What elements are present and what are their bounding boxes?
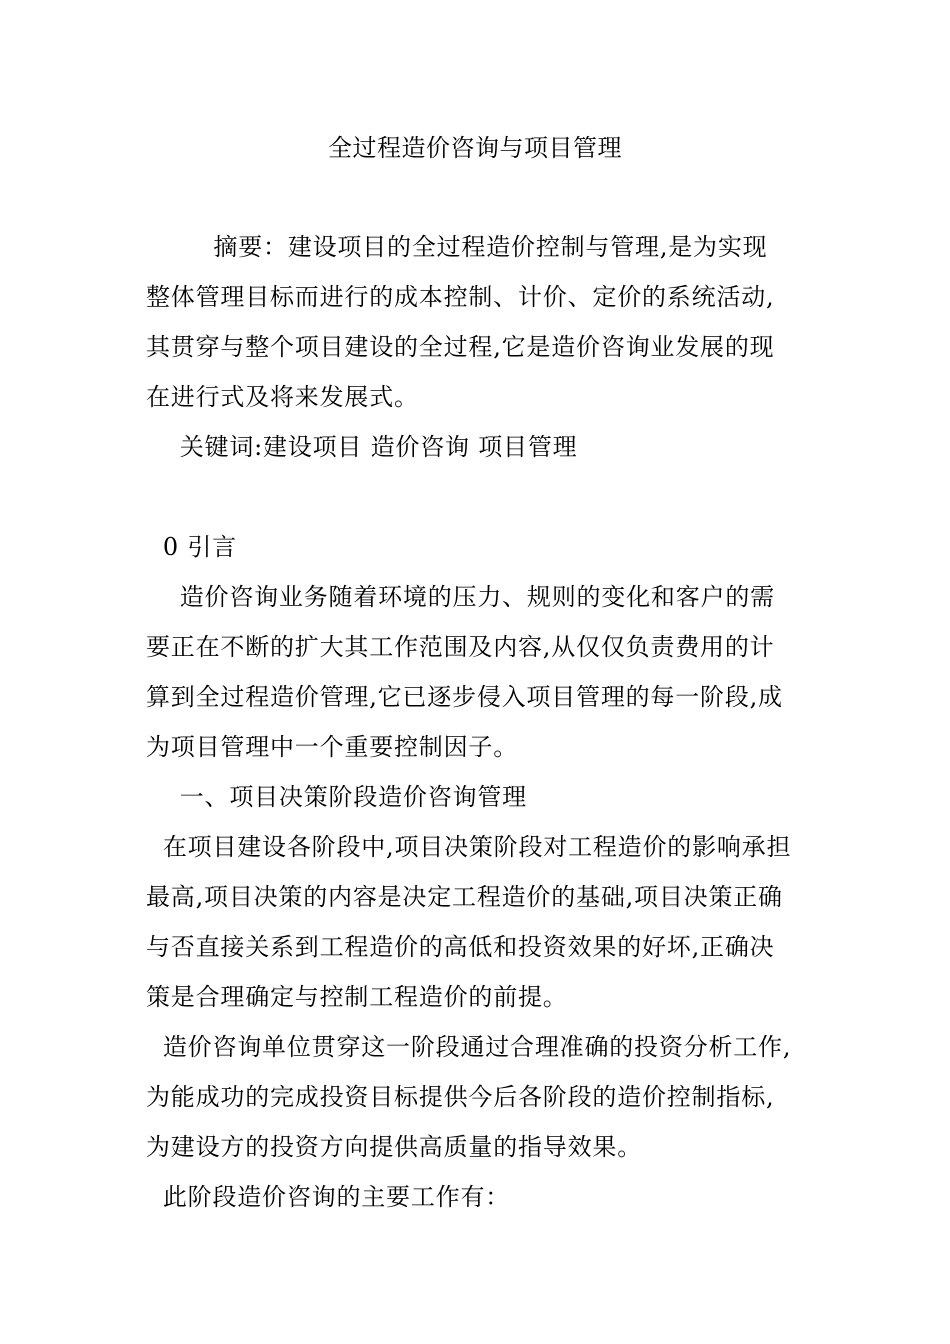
section1-p2-line: 造价咨询单位贯穿这一阶段通过合理准确的投资分析工作, xyxy=(146,1033,792,1061)
intro-line: 为项目管理中一个重要控制因子。 xyxy=(146,733,518,761)
section1-p1-line: 在项目建设各阶段中,项目决策阶段对工程造价的影响承担 xyxy=(146,833,792,861)
abstract-line: 摘要：建设项目的全过程造价控制与管理,是为实现 xyxy=(146,233,768,261)
intro-paragraph xyxy=(146,572,806,772)
section1-p1-line: 策是合理确定与控制工程造价的前提。 xyxy=(146,983,568,1011)
keywords-text: 关键词:建设项目 造价咨询 项目管理 xyxy=(146,433,578,461)
section1-p3-line: 此阶段造价咨询的主要工作有： xyxy=(146,1183,511,1211)
abstract-paragraph xyxy=(146,222,806,422)
abstract-line: 其贯穿与整个项目建设的全过程,它是造价咨询业发展的现 xyxy=(146,333,775,361)
keywords-line xyxy=(146,422,806,472)
intro-line: 要正在不断的扩大其工作范围及内容,从仅仅负责费用的计 xyxy=(146,633,775,661)
intro-heading-text: 0 引言 xyxy=(146,533,237,561)
section1-paragraph-3 xyxy=(146,1172,806,1222)
document-title: 全过程造价咨询与项目管理 xyxy=(328,134,622,162)
intro-heading xyxy=(146,522,806,572)
intro-line: 算到全过程造价管理,它已逐步侵入项目管理的每一阶段,成 xyxy=(146,683,783,711)
section1-heading-text: 一、项目决策阶段造价咨询管理 xyxy=(146,783,527,811)
section1-p2-line: 为建设方的投资方向提供高质量的指导效果。 xyxy=(146,1133,642,1161)
intro-line: 造价咨询业务随着环境的压力、规则的变化和客户的需 xyxy=(146,583,775,611)
section1-paragraph-2 xyxy=(146,1022,806,1172)
abstract-line: 整体管理目标而进行的成本控制、计价、定价的系统活动, xyxy=(146,283,775,311)
section1-paragraph-1 xyxy=(146,822,806,1022)
section1-p2-line: 为能成功的完成投资目标提供今后各阶段的造价控制指标, xyxy=(146,1083,775,1111)
section1-p1-line: 与否直接关系到工程造价的高低和投资效果的好坏,正确决 xyxy=(146,933,775,961)
abstract-line: 在进行式及将来发展式。 xyxy=(146,383,419,411)
section1-p1-line: 最高,项目决策的内容是决定工程造价的基础,项目决策正确 xyxy=(146,883,783,911)
section1-heading xyxy=(146,772,806,822)
